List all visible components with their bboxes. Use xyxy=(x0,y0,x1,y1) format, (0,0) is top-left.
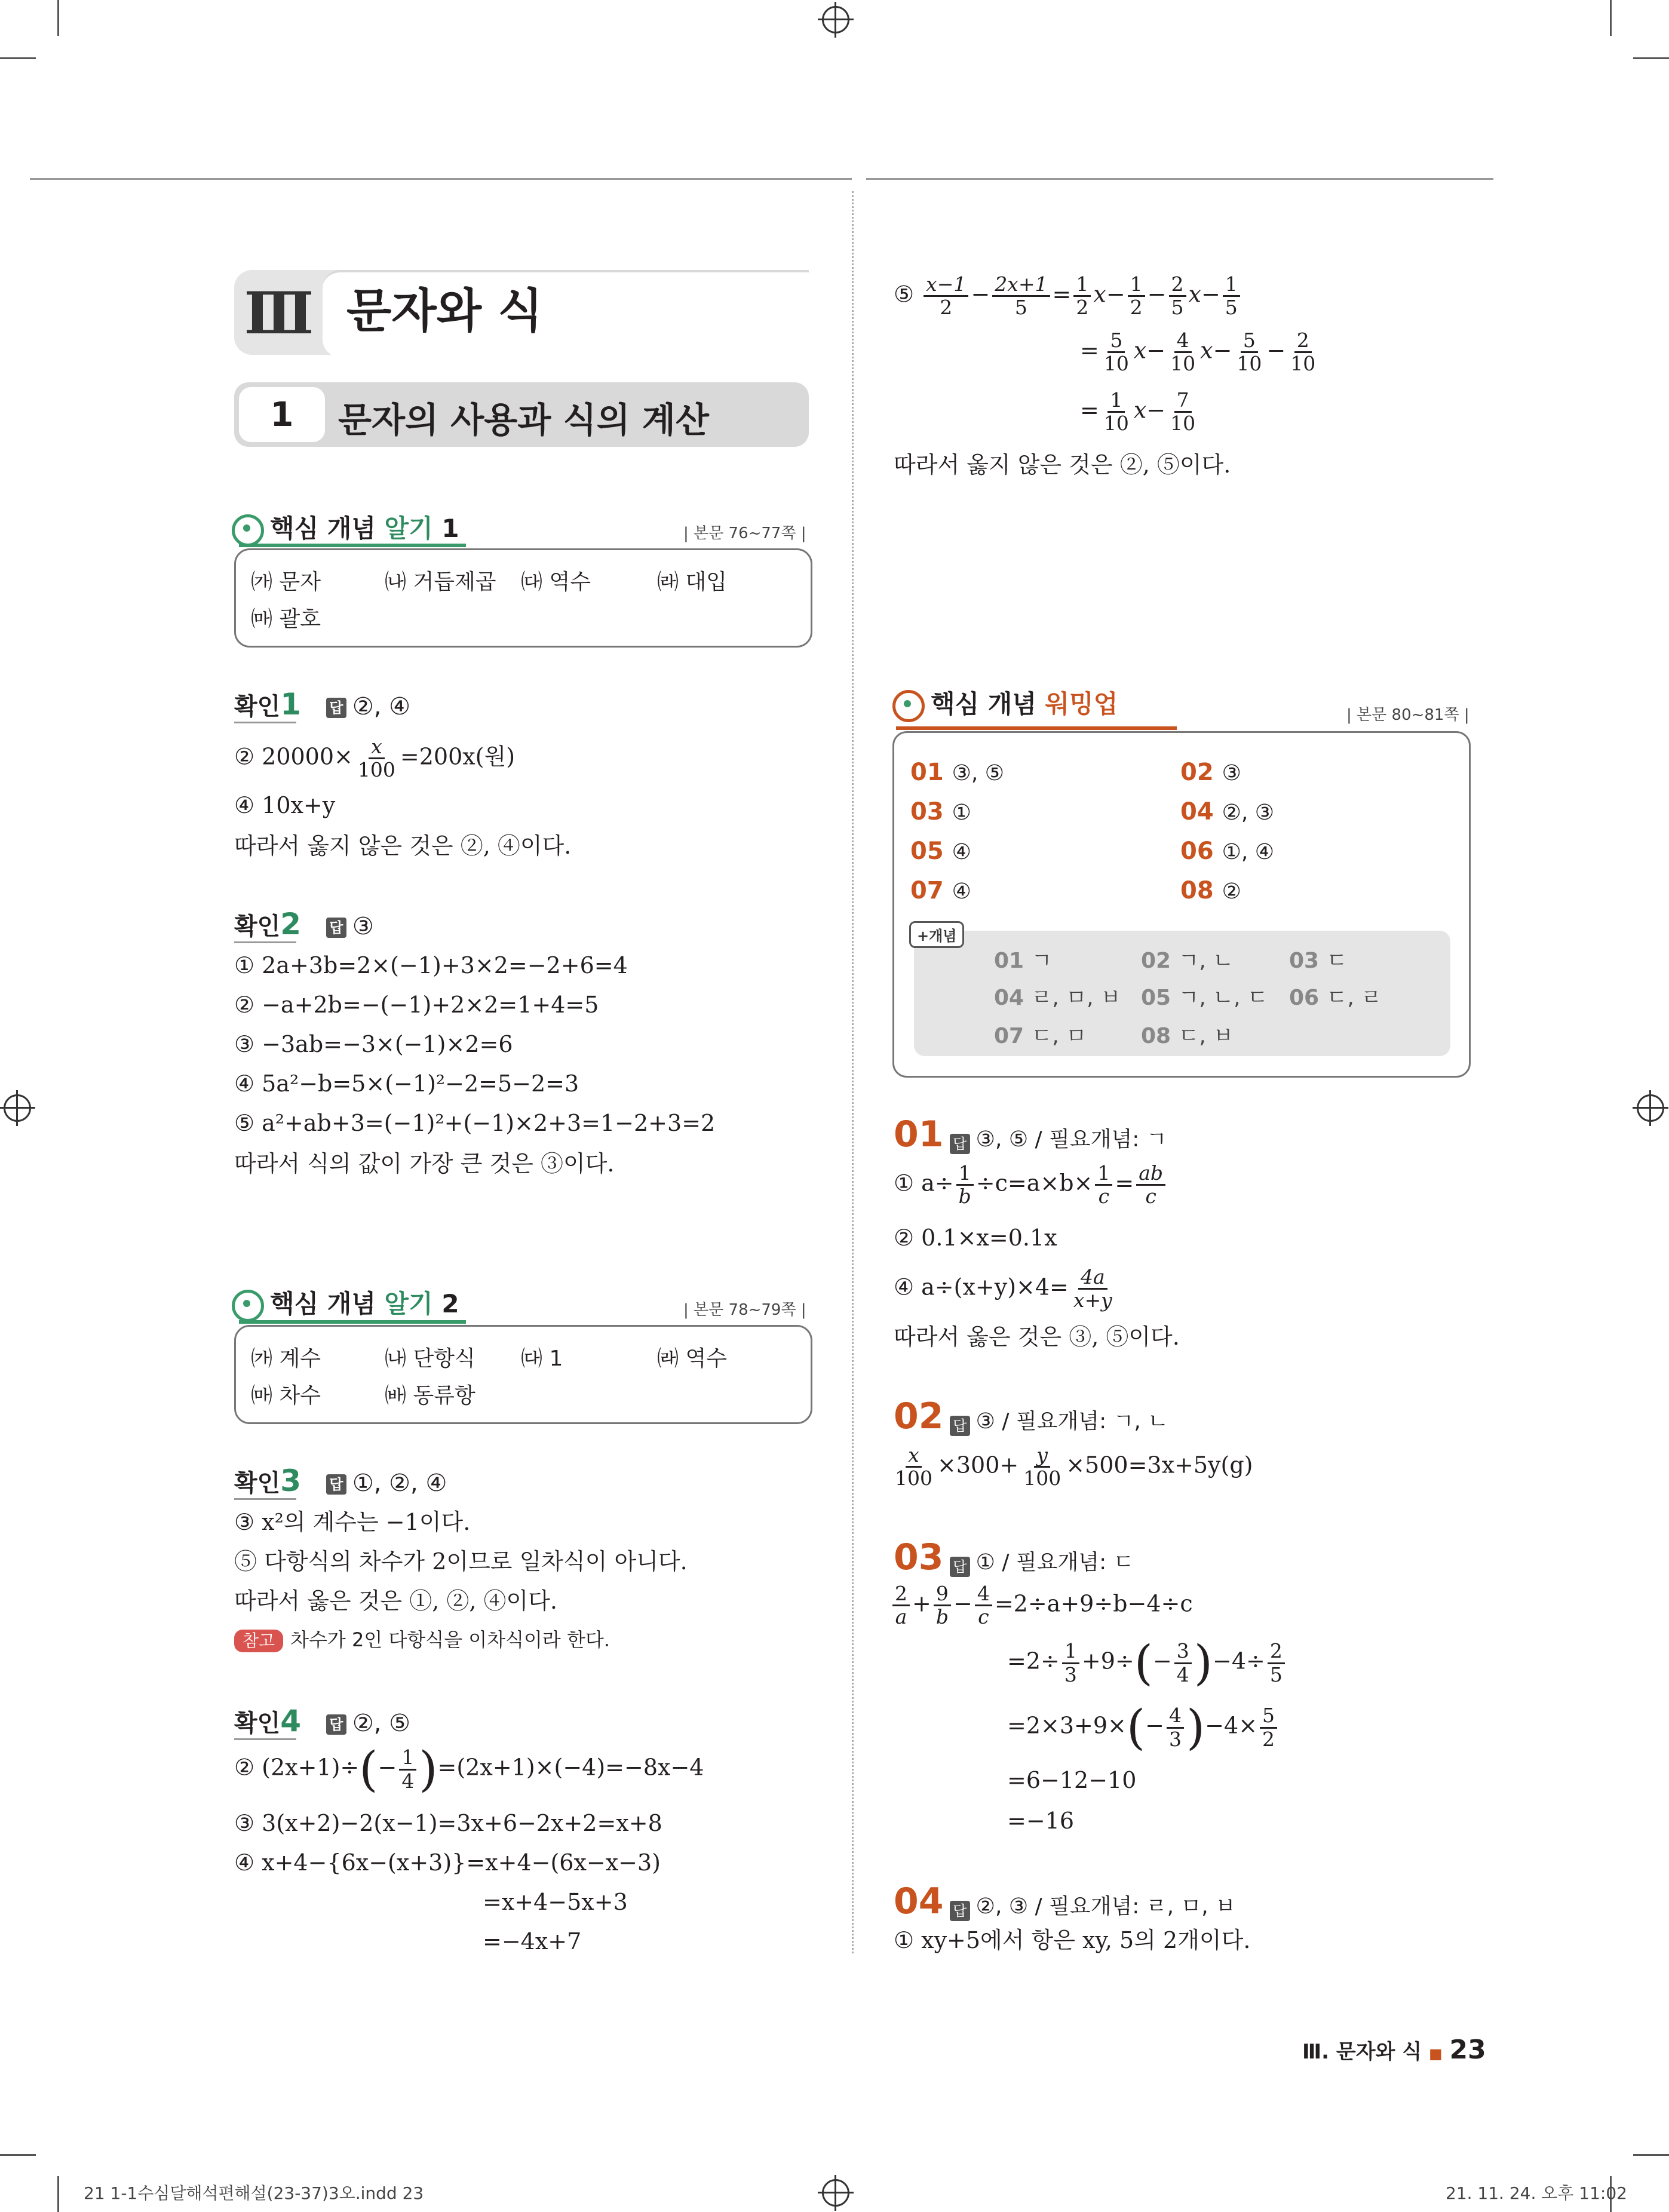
solution-line: ① 2a+3b=2×(−1)+3×2=−2+6=4 xyxy=(234,952,628,978)
solution-line xyxy=(894,1162,1168,1208)
item-value: ①, ④ xyxy=(1222,840,1275,864)
concept-item: ㈑ 역수 xyxy=(657,1346,727,1371)
fraction xyxy=(1102,330,1131,375)
check-answer: ②, ⑤ xyxy=(352,1710,411,1737)
concept-item: ㈐ 역수 xyxy=(521,570,591,594)
check3-heading xyxy=(234,1464,447,1498)
check-answer: ②, ④ xyxy=(352,693,411,720)
footer-file: 21 1-1수심달해석편해설(23-37)3오.indd 23 xyxy=(84,2183,424,2203)
check-num: 4 xyxy=(280,1704,302,1738)
fraction xyxy=(355,736,398,781)
solution-line: 따라서 옳지 않은 것은 ②, ⑤이다. xyxy=(894,452,1231,478)
paren: ( xyxy=(1134,1635,1153,1691)
page-number: 23 xyxy=(1449,2035,1486,2065)
numerator: x xyxy=(369,736,385,759)
crop-mark xyxy=(0,57,36,59)
expr: − xyxy=(953,1590,972,1617)
fraction xyxy=(1223,274,1240,319)
numerator: 5 xyxy=(1107,330,1125,353)
denominator: 100 xyxy=(895,1467,932,1490)
denominator: 2 xyxy=(940,296,953,320)
solution-line: ④ 10x+y xyxy=(234,792,336,818)
item-num: 08 xyxy=(1141,1024,1171,1048)
numerator: 9 xyxy=(934,1583,951,1606)
chapter-roman: Ⅲ xyxy=(244,279,314,347)
expr: =2÷a+9÷b−4÷c xyxy=(994,1590,1193,1617)
denominator: 2 xyxy=(1076,296,1089,320)
solution-line: ③ 3(x+2)−2(x−1)=3x+6−2x+2=x+8 xyxy=(234,1810,662,1836)
check-answer: ①, ②, ④ xyxy=(352,1469,447,1497)
concept-item xyxy=(994,981,1121,1011)
numerator: 2 xyxy=(1294,330,1312,353)
check-num: 2 xyxy=(280,907,302,941)
item-value: ㄹ, ㅁ, ㅂ xyxy=(1031,986,1121,1010)
numerator: 3 xyxy=(1174,1640,1192,1664)
fraction xyxy=(1073,274,1091,319)
solution-line xyxy=(1007,1699,1280,1755)
page-ref: | 본문 76~77쪽 | xyxy=(683,524,806,542)
item-num: 06 xyxy=(1289,986,1320,1010)
item-value: ②, ③ xyxy=(1222,800,1275,825)
expr: ④ a÷(x+y)×4= xyxy=(894,1274,1069,1300)
expr: ② 20000× xyxy=(234,743,353,770)
problem-answer: ③ / 필요개념: ㄱ, ㄴ xyxy=(975,1409,1169,1434)
solution-line: 따라서 옳은 것은 ①, ②, ④이다. xyxy=(234,1588,558,1614)
fraction xyxy=(892,1583,910,1628)
answer-tag: 답 xyxy=(950,1557,970,1577)
item-num: 08 xyxy=(1180,877,1214,904)
numerator: 4a xyxy=(1078,1266,1107,1290)
lightbulb-icon xyxy=(232,514,264,547)
numerator: 1 xyxy=(1107,389,1125,413)
denominator: 10 xyxy=(1103,352,1129,376)
item-value: ㄱ, ㄴ xyxy=(1178,949,1234,973)
paren: ( xyxy=(1126,1699,1146,1755)
concept-item xyxy=(1289,944,1347,974)
check1-heading xyxy=(234,687,410,722)
check-label: 확인 xyxy=(234,913,281,940)
concept-item: ㈏ 단항식 xyxy=(385,1346,475,1371)
solution-line: ⑤ $\frac{x-1}{2}$ − $\frac{2x+1}{5}$ = $\frac{1}{2}$ x− $\frac{1}{2}$ − $\frac{2}{5}$ x− $\frac{1}{5}$ xyxy=(894,274,1242,319)
concept-item xyxy=(1289,981,1382,1011)
concept-item: ㈓ 동류항 xyxy=(385,1383,475,1408)
check4-heading xyxy=(234,1704,410,1738)
check2-heading xyxy=(234,907,374,941)
expr: − xyxy=(378,1754,397,1781)
warmup-item xyxy=(1180,798,1274,826)
warmup-item xyxy=(910,877,971,904)
solution-line: ④ x+4−{6x−(x+3)}=x+4−(6x−x−3) xyxy=(234,1849,661,1876)
crop-mark xyxy=(1610,0,1612,36)
crop-mark xyxy=(57,2176,59,2212)
expr: −4÷ xyxy=(1213,1648,1265,1674)
concept-item xyxy=(994,944,1052,974)
solution-line: ③ x²의 계수는 −1이다. xyxy=(234,1509,471,1535)
column-divider xyxy=(852,191,854,1953)
item-value: ③, ⑤ xyxy=(952,761,1005,786)
footer-chapter xyxy=(1302,2035,1486,2065)
numerator: 5 xyxy=(1241,330,1258,353)
solution-line: 따라서 식의 값이 가장 큰 것은 ③이다. xyxy=(234,1151,615,1177)
numerator: x xyxy=(906,1444,922,1468)
warmup-item xyxy=(910,798,971,826)
expr: +9÷ xyxy=(1081,1648,1134,1674)
numerator: 2 xyxy=(1268,1640,1285,1664)
registration-mark-icon xyxy=(4,1094,31,1122)
solution-line xyxy=(234,736,515,781)
registration-mark-icon xyxy=(822,6,849,33)
fraction xyxy=(1268,1640,1285,1686)
concept1-box xyxy=(234,548,812,648)
problem-answer: ③, ⑤ / 필요개념: ㄱ xyxy=(975,1127,1167,1152)
fraction xyxy=(1021,1444,1063,1490)
numerator: 2 xyxy=(892,1583,910,1606)
concept-underline xyxy=(896,726,1177,730)
item-value: ④ xyxy=(952,879,971,904)
solution-line: ② 0.1×x=0.1x xyxy=(894,1225,1057,1251)
concept1-heading xyxy=(232,509,459,547)
item-value: ㄷ xyxy=(1326,949,1348,973)
expr: = xyxy=(1115,1170,1134,1196)
expr: −4× xyxy=(1205,1712,1258,1739)
answer-tag: 답 xyxy=(326,918,346,938)
footer-chapter-text: Ⅲ. 문자와 식 xyxy=(1302,2040,1422,2064)
item-value: ② xyxy=(1222,879,1241,904)
denominator: 10 xyxy=(1103,412,1129,435)
solution-line: 따라서 옳지 않은 것은 ②, ④이다. xyxy=(234,833,572,859)
denominator: 10 xyxy=(1170,352,1196,376)
solution-line: =6−12−10 xyxy=(1007,1767,1137,1793)
fraction xyxy=(1169,274,1186,319)
numerator: 7 xyxy=(1174,389,1192,413)
page-ref: | 본문 78~79쪽 | xyxy=(683,1301,806,1319)
item-value: ㄱ xyxy=(1031,949,1053,973)
item-num: 04 xyxy=(994,986,1024,1010)
denominator: c xyxy=(1098,1185,1110,1208)
denominator: 4 xyxy=(401,1769,415,1793)
answer-tag: 답 xyxy=(950,1134,970,1154)
solution-line: =−16 xyxy=(1007,1808,1075,1834)
numerator: 2 xyxy=(1169,274,1186,297)
item-value: ㄱ, ㄴ, ㄷ xyxy=(1178,986,1268,1010)
item-value: ㄷ, ㄹ xyxy=(1326,986,1382,1010)
concept-item: ㈐ 1 xyxy=(521,1346,563,1371)
problem02-heading xyxy=(894,1395,1168,1437)
warmup-item xyxy=(1180,877,1241,904)
check-label: 확인 xyxy=(234,693,281,720)
fraction xyxy=(924,274,968,319)
concept2-heading xyxy=(232,1284,459,1322)
numerator: 1 xyxy=(1062,1640,1079,1664)
denominator: 4 xyxy=(1176,1662,1189,1686)
item-num: 07 xyxy=(910,877,944,904)
gear-bulb-icon xyxy=(892,690,925,722)
footer-date: 21. 11. 24. 오후 11:02 xyxy=(1446,2183,1627,2203)
concept-item: ㈏ 거듭제곱 xyxy=(385,570,496,594)
numerator: ab xyxy=(1136,1162,1165,1186)
denominator: 10 xyxy=(1170,412,1196,435)
item-value: ③ xyxy=(1222,761,1241,786)
problem-answer: ① / 필요개념: ㄷ xyxy=(975,1550,1134,1575)
check-underline xyxy=(234,1498,296,1500)
fraction xyxy=(1168,389,1198,435)
denominator: 5 xyxy=(1014,296,1027,320)
fraction xyxy=(1288,330,1318,375)
solution-line: ① xy+5에서 항은 xy, 5의 2개이다. xyxy=(894,1927,1251,1953)
item-num: 03 xyxy=(910,798,944,826)
fraction xyxy=(1168,330,1198,375)
denominator: b xyxy=(958,1185,971,1208)
answer-tag: 답 xyxy=(326,1474,346,1495)
denominator: c xyxy=(978,1605,989,1629)
denominator: 10 xyxy=(1290,352,1316,376)
concept-item xyxy=(1141,981,1268,1011)
denominator: 5 xyxy=(1269,1662,1283,1686)
solution-line: ③ −3ab=−3×(−1)×2=6 xyxy=(234,1031,513,1057)
numerator: 1 xyxy=(956,1162,974,1186)
registration-mark-icon xyxy=(1637,1094,1664,1122)
section-number: 1 xyxy=(239,387,325,442)
concept-prefix: 핵심 개념 xyxy=(270,514,385,543)
fraction xyxy=(1167,1705,1184,1750)
numerator: 2x+1 xyxy=(992,274,1050,297)
concept-accent: 워밍업 xyxy=(1045,689,1118,719)
check-num: 1 xyxy=(280,687,302,722)
concept-item xyxy=(994,1019,1087,1050)
numerator: 1 xyxy=(1223,274,1240,297)
plus-concept-tag: +개념 xyxy=(909,921,964,948)
expr: =(2x+1)×(−4)=−8x−4 xyxy=(437,1754,704,1781)
denominator: 3 xyxy=(1168,1727,1182,1751)
expr: =2×3+9× xyxy=(1007,1712,1127,1739)
item-value: ㄷ, ㅁ xyxy=(1031,1024,1087,1048)
fraction xyxy=(1071,1266,1115,1312)
numerator: 4 xyxy=(1167,1705,1184,1728)
problem03-heading xyxy=(894,1536,1134,1578)
item-num: 03 xyxy=(1289,949,1320,973)
solution-line: ② −a+2b=−(−1)+2×2=1+4=5 xyxy=(234,992,599,1018)
solution-line xyxy=(890,1583,1193,1628)
expr: =2÷ xyxy=(1007,1648,1060,1674)
solution-line xyxy=(234,1741,704,1797)
crop-mark xyxy=(1633,57,1669,59)
expr: − xyxy=(1145,1712,1164,1739)
check-num: 3 xyxy=(280,1464,302,1498)
expr: ⑤ xyxy=(894,281,915,308)
item-num: 02 xyxy=(1141,949,1171,973)
lightbulb-icon xyxy=(232,1290,264,1322)
concept-item xyxy=(1141,944,1234,974)
denominator: 2 xyxy=(1262,1727,1275,1751)
check-underline xyxy=(234,722,296,723)
paren: ) xyxy=(419,1741,438,1797)
fraction xyxy=(1174,1640,1192,1686)
crop-mark xyxy=(1633,2154,1669,2156)
numerator: 1 xyxy=(399,1747,416,1770)
fraction xyxy=(992,274,1050,319)
top-rule xyxy=(30,178,852,180)
concept-item: ㈑ 대입 xyxy=(657,570,727,594)
warmup-item xyxy=(1180,759,1241,786)
fraction xyxy=(934,1583,951,1628)
fraction xyxy=(1062,1640,1079,1686)
note-tag: 참고 xyxy=(234,1630,283,1652)
paren: ) xyxy=(1186,1699,1205,1755)
solution-line: = $\frac{5}{10}$ x− $\frac{4}{10}$ x− $\frac{5}{10}$ − $\frac{2}{10}$ xyxy=(1080,330,1320,375)
note-text: 차수가 2인 다항식을 이차식이라 한다. xyxy=(290,1628,610,1651)
check-label: 확인 xyxy=(234,1469,281,1497)
page-ref: | 본문 80~81쪽 | xyxy=(1346,706,1469,724)
fraction xyxy=(1128,274,1145,319)
numerator: 1 xyxy=(1095,1162,1112,1186)
item-num: 05 xyxy=(1141,986,1171,1010)
expr: ×500=3x+5y(g) xyxy=(1066,1452,1253,1478)
problem-num: 01 xyxy=(894,1113,944,1155)
fraction xyxy=(1102,389,1131,435)
fraction xyxy=(1136,1162,1165,1208)
check-underline xyxy=(234,941,296,943)
problem-num: 03 xyxy=(894,1536,944,1578)
solution-line: =−4x+7 xyxy=(483,1928,582,1955)
fraction xyxy=(1234,330,1264,375)
problem-num: 04 xyxy=(894,1880,944,1922)
item-num: 02 xyxy=(1180,759,1214,786)
check-answer: ③ xyxy=(352,913,374,940)
section-title: 문자의 사용과 식의 계산 xyxy=(338,400,709,440)
denominator: 3 xyxy=(1064,1662,1077,1686)
concept-prefix: 핵심 개념 xyxy=(270,1289,385,1318)
warmup-item xyxy=(910,759,1004,786)
fraction xyxy=(956,1162,974,1208)
concept-accent: 알기 xyxy=(384,514,433,543)
solution-line xyxy=(894,1266,1117,1312)
concept-num: 2 xyxy=(432,1289,459,1318)
expr: + xyxy=(912,1590,931,1617)
note-line xyxy=(234,1628,610,1652)
registration-mark-icon xyxy=(822,2179,849,2207)
numerator: 4 xyxy=(1174,330,1192,353)
fraction xyxy=(399,1747,416,1792)
expr: ② (2x+1)÷ xyxy=(234,1754,360,1781)
item-num: 07 xyxy=(994,1024,1024,1048)
warmup-item xyxy=(910,837,971,865)
answer-tag: 답 xyxy=(326,1714,346,1735)
expr: ÷c=a×b× xyxy=(975,1170,1093,1196)
numerator: 5 xyxy=(1260,1705,1277,1728)
concept-accent: 알기 xyxy=(384,1289,433,1318)
solution-line: ⑤ 다항식의 차수가 2이므로 일차식이 아니다. xyxy=(234,1548,688,1575)
answer-tag: 답 xyxy=(950,1416,970,1436)
check-label: 확인 xyxy=(234,1710,281,1737)
concept-prefix: 핵심 개념 xyxy=(931,689,1045,719)
item-num: 06 xyxy=(1180,837,1214,865)
fraction xyxy=(1260,1705,1277,1750)
problem01-heading xyxy=(894,1113,1167,1155)
numerator: 4 xyxy=(975,1583,992,1606)
denominator: 5 xyxy=(1171,296,1184,320)
top-rule xyxy=(866,178,1493,180)
concept-item: ㈎ 문자 xyxy=(251,570,321,594)
concept-num: 1 xyxy=(432,514,459,543)
item-num: 01 xyxy=(994,949,1024,973)
denominator: b xyxy=(935,1605,949,1629)
problem04-heading xyxy=(894,1880,1236,1922)
solution-line: =x+4−5x+3 xyxy=(483,1889,628,1915)
solution-line: ⑤ a²+ab+3=(−1)²+(−1)×2+3=1−2+3=2 xyxy=(234,1110,716,1136)
warmup-heading xyxy=(892,685,1118,722)
answer-tag: 답 xyxy=(326,698,346,718)
solution-line: 따라서 옳은 것은 ③, ⑤이다. xyxy=(894,1324,1180,1350)
item-value: ① xyxy=(952,800,971,825)
denominator: 100 xyxy=(1023,1467,1061,1490)
chapter-title: 문자와 식 xyxy=(346,284,543,338)
check-underline xyxy=(234,1738,296,1740)
item-value: ㄷ, ㅂ xyxy=(1178,1024,1234,1048)
expr: =200x(원) xyxy=(400,743,516,770)
concept-item: ㈎ 계수 xyxy=(251,1346,321,1371)
concept-item: ㈒ 차수 xyxy=(251,1383,321,1408)
expr: ×300+ xyxy=(937,1452,1019,1478)
square-bullet-icon: ■ xyxy=(1428,2045,1443,2062)
expr: − xyxy=(1152,1648,1172,1674)
denominator: x+y xyxy=(1073,1288,1112,1312)
concept-item: ㈒ 괄호 xyxy=(251,607,321,631)
denominator: 100 xyxy=(357,758,395,782)
item-num: 05 xyxy=(910,837,944,865)
solution-line xyxy=(1007,1635,1287,1691)
item-num: 04 xyxy=(1180,798,1214,826)
denominator: a xyxy=(895,1605,907,1629)
solution-line: ④ 5a²−b=5×(−1)²−2=5−2=3 xyxy=(234,1070,579,1097)
solution-line xyxy=(890,1444,1253,1490)
answer-tag: 답 xyxy=(950,1901,970,1921)
denominator: 10 xyxy=(1237,352,1262,376)
denominator: 2 xyxy=(1130,296,1143,320)
item-num: 01 xyxy=(910,759,944,786)
paren: ) xyxy=(1194,1635,1213,1691)
crop-mark xyxy=(57,0,59,36)
problem-num: 02 xyxy=(894,1395,944,1437)
fraction xyxy=(1095,1162,1112,1208)
numerator: 1 xyxy=(1073,274,1091,297)
concept-item xyxy=(1141,1019,1234,1050)
concept2-box xyxy=(234,1325,812,1424)
crop-mark xyxy=(0,2154,36,2156)
concept-underline xyxy=(239,1320,466,1324)
expr: ① a÷ xyxy=(894,1170,954,1196)
solution-line: = $\frac{1}{10}$ x− $\frac{7}{10}$ xyxy=(1080,389,1200,435)
fraction xyxy=(975,1583,992,1628)
paren: ( xyxy=(359,1741,378,1797)
denominator: c xyxy=(1145,1185,1156,1208)
numerator: x−1 xyxy=(924,274,968,297)
numerator: y xyxy=(1034,1444,1050,1468)
item-value: ④ xyxy=(952,840,971,864)
fraction xyxy=(892,1444,935,1490)
numerator: 1 xyxy=(1128,274,1145,297)
denominator: 5 xyxy=(1225,296,1238,320)
problem-answer: ②, ③ / 필요개념: ㄹ, ㅁ, ㅂ xyxy=(975,1894,1236,1919)
concept-underline xyxy=(239,544,466,547)
warmup-item xyxy=(1180,837,1274,865)
